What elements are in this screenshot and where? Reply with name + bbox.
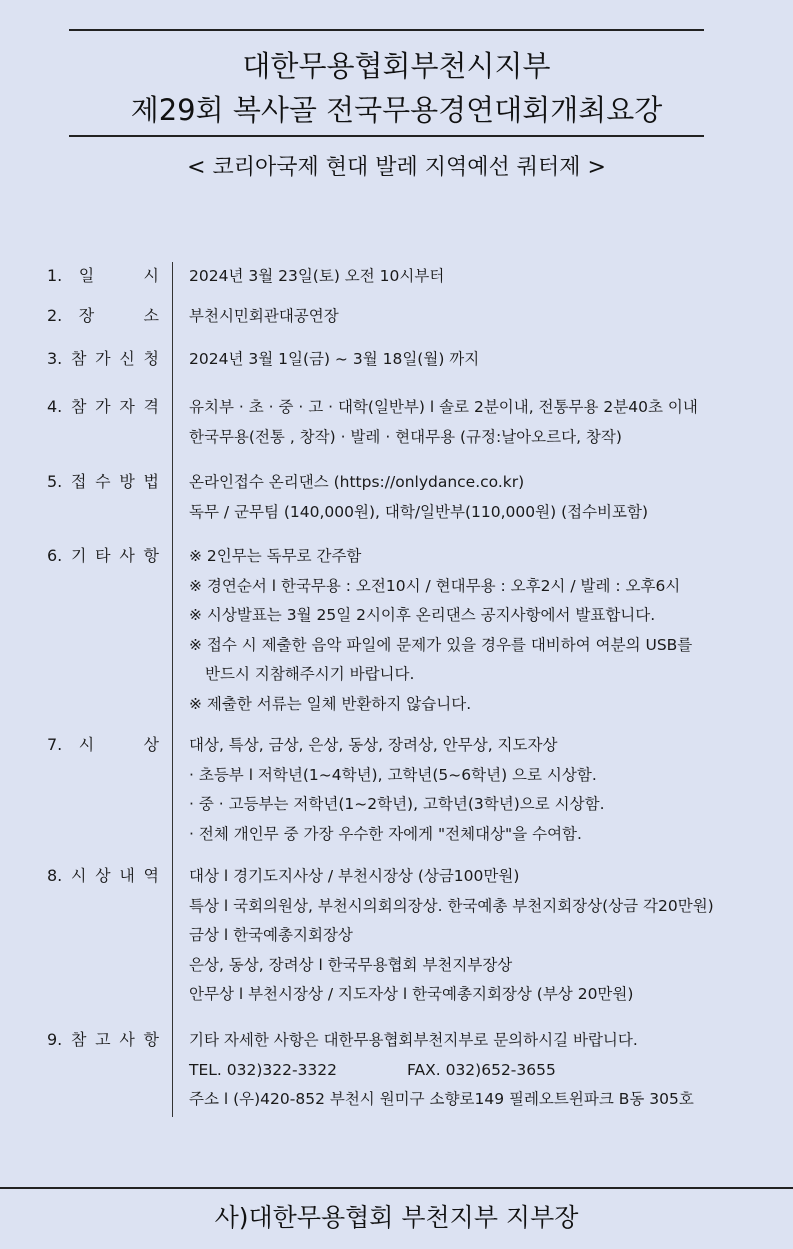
section-label [47, 733, 159, 757]
section-content [189, 262, 789, 292]
section-label-char: 기 [70, 546, 87, 565]
section-label-char: 수 [95, 472, 111, 491]
section-label-char: 시 [143, 266, 159, 285]
section-label-char: 고 [95, 1030, 111, 1049]
section-line [189, 572, 789, 602]
section-label-char: 역 [143, 866, 159, 885]
section-label-char: 소 [143, 306, 159, 325]
section-line-text: 특상 l 국회의원상, 부천시의회의장상. 한국예총 부천지회장상(상금 각20만원) [189, 896, 714, 915]
section-line [189, 980, 789, 1010]
fax-number: FAX. 032)652-3655 [407, 1060, 556, 1079]
section-label-char: 4. [47, 397, 63, 416]
section-line-text: 2024년 3월 1일(금) ~ 3월 18일(월) 까지 [189, 350, 480, 368]
section-label-char: 상 [143, 735, 159, 754]
section-label-char: 법 [143, 472, 159, 491]
section-line [189, 631, 789, 661]
footer-rule [0, 1187, 793, 1189]
section-line-text: ※ 접수 시 제출한 음악 파일에 문제가 있을 경우를 대비하여 여분의 USB를 [189, 635, 693, 654]
section-line [189, 468, 789, 498]
section-label-char: 청 [143, 349, 159, 368]
section-line-text: ※ 경연순서 l 한국무용 : 오전10시 / 현대무용 : 오후2시 / 발레 : 오후6시 [189, 576, 681, 595]
section-label-char: 사 [119, 546, 135, 565]
section-label-char: 항 [143, 546, 159, 565]
section-label-char: 참 [70, 349, 87, 368]
section-line [189, 892, 789, 922]
section-line [189, 423, 789, 453]
section-line [189, 498, 789, 528]
section-label [47, 304, 159, 328]
section-label-char: 장 [78, 306, 95, 325]
section-line [189, 542, 789, 572]
section-line-text: 대상 l 경기도지사상 / 부천시장상 (상금100만원) [189, 867, 520, 885]
section-content [189, 1026, 789, 1115]
section-line [189, 862, 789, 892]
section-line-text: · 초등부 l 저학년(1~4학년), 고학년(5~6학년) 으로 시상함. [189, 765, 597, 784]
section-line [189, 921, 789, 951]
section-label-char: 항 [143, 1030, 159, 1049]
section-label-char: 상 [95, 866, 111, 885]
section-line [189, 790, 789, 820]
section-line-text: · 전체 개인무 중 가장 우수한 자에게 "전체대상"을 수여함. [189, 824, 582, 843]
section-label-char: 8. [47, 866, 63, 885]
section-label [47, 470, 159, 494]
section-line-text: 온라인접수 온리댄스 (https://onlydance.co.kr) [189, 473, 525, 491]
section-label-char: 타 [95, 546, 111, 565]
title-line-2: 제29회 복사골 전국무용경연대회개최요강 [130, 93, 663, 127]
section-label-char: 신 [119, 349, 135, 368]
section-content [189, 468, 789, 527]
section-line [189, 601, 789, 631]
section-line-text: 2024년 3월 23일(토) 오전 10시부터 [189, 267, 445, 285]
section-label-char: 자 [119, 397, 135, 416]
section-line [189, 820, 789, 850]
section-label [47, 1028, 159, 1052]
section-line [189, 1085, 789, 1115]
section-content [189, 302, 789, 332]
section-line-text: 한국무용(전통 , 창작) · 발레 · 현대무용 (규정:날아오르다, 창작) [189, 427, 622, 446]
section-line-text: ※ 시상발표는 3월 25일 2시이후 온리댄스 공지사항에서 발표합니다. [189, 606, 656, 624]
section-label-char: 참 [70, 1030, 87, 1049]
section-label-char: 가 [95, 397, 111, 416]
section-line [189, 262, 789, 292]
section-line-text: 주소 l (우)420-852 부천시 원미구 소향로149 필레오트윈파크 B동 305호 [189, 1090, 694, 1108]
section-label-char: 1. [47, 266, 63, 285]
section-line-text: 독무 / 군무팀 (140,000원), 대학/일반부(110,000원) (접수비포함) [189, 502, 649, 521]
section-label-char: 9. [47, 1030, 63, 1049]
section-line-text: 반드시 지참해주시기 바랍니다. [205, 665, 415, 683]
section-label-char: 6. [47, 546, 63, 565]
section-line-text: ※ 제출한 서류는 일체 반환하지 않습니다. [189, 694, 472, 713]
section-line-text: 유치부 · 초 · 중 · 고 · 대학(일반부) l 솔로 2분이내, 전통무용 2분40초 이내 [189, 398, 698, 416]
section-label [47, 864, 159, 888]
section-line-text: · 중 · 고등부는 저학년(1~2학년), 고학년(3학년)으로 시상함. [189, 795, 605, 813]
section-content [189, 862, 789, 1010]
footer-signature: 사)대한무용협회 부천지부 지부장 [214, 1203, 579, 1232]
section-line [189, 731, 789, 761]
section-label-char: 접 [70, 472, 87, 491]
section-label-char: 일 [78, 266, 95, 285]
section-line [189, 345, 789, 375]
section-line-text: 부천시민회관대공연장 [189, 307, 339, 325]
section-line-text: 금상 l 한국예총지회장상 [189, 926, 353, 944]
section-content [189, 393, 789, 452]
section-label-char: 시 [70, 866, 87, 885]
section-line-text: 기타 자세한 사항은 대한무용협회부천지부로 문의하시길 바랍니다. [189, 1031, 638, 1049]
top-rule [69, 29, 704, 31]
section-label-char: 사 [119, 1030, 135, 1049]
section-line-text: TEL. 032)322-3322 [189, 1060, 338, 1079]
subtitle: < 코리아국제 현대 발레 지역예선 쿼터제 > [187, 155, 606, 180]
section-label-char: 가 [95, 349, 111, 368]
section-line [189, 761, 789, 791]
section-line [189, 690, 789, 720]
section-line [189, 1026, 789, 1056]
section-label [47, 395, 159, 419]
section-content [189, 542, 789, 719]
section-label-char: 2. [47, 306, 63, 325]
section-line-text: 은상, 동상, 장려상 l 한국무용협회 부천지부장상 [189, 955, 513, 974]
section-line-text: 대상, 특상, 금상, 은상, 동상, 장려상, 안무상, 지도자상 [189, 736, 558, 754]
section-label-char: 3. [47, 349, 63, 368]
section-label [47, 544, 159, 568]
section-label-char: 참 [70, 397, 87, 416]
section-line [189, 1056, 789, 1086]
section-line [189, 302, 789, 332]
section-label-char: 격 [143, 397, 159, 416]
section-line [189, 951, 789, 981]
section-line [189, 660, 789, 690]
section-content [189, 345, 789, 375]
title-line-1: 대한무용협회부천시지부 [242, 49, 551, 83]
section-content [189, 731, 789, 849]
section-label-char: 방 [119, 472, 135, 491]
section-line [189, 393, 789, 423]
section-label [47, 264, 159, 288]
section-line-text: ※ 2인무는 독무로 간주함 [189, 547, 362, 565]
section-label [47, 347, 159, 371]
title-bottom-rule [69, 135, 704, 137]
section-line-text: 안무상 l 부천시장상 / 지도자상 l 한국예총지회장상 (부상 20만원) [189, 985, 634, 1003]
section-label-char: 내 [119, 866, 135, 885]
section-label-char: 5. [47, 472, 63, 491]
section-label-char: 7. [47, 735, 63, 754]
column-divider [172, 262, 173, 1117]
section-label-char: 시 [78, 735, 95, 754]
